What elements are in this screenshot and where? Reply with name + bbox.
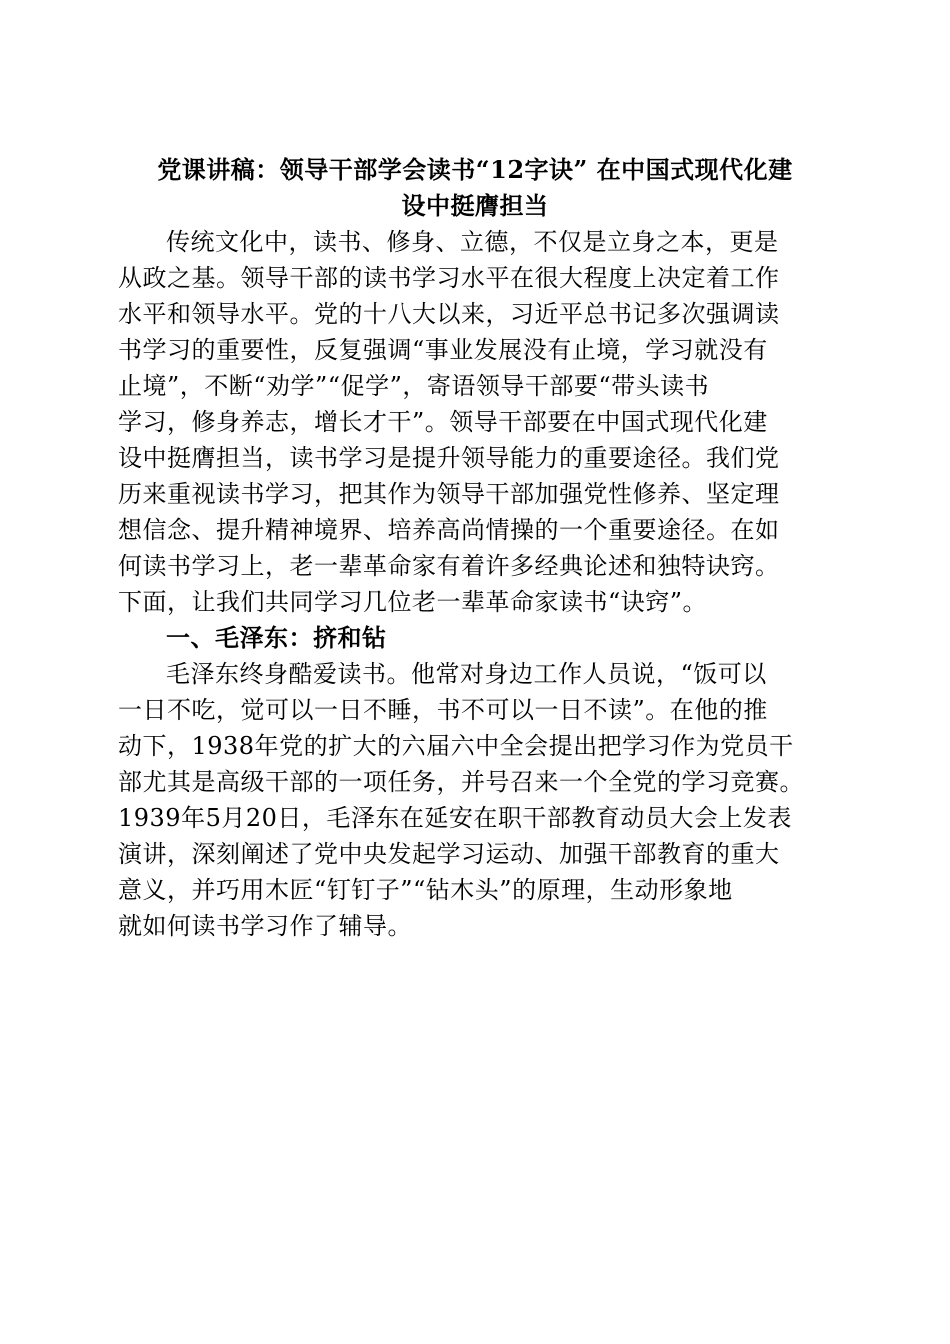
paragraph-line: 水平和领导水平。党的十八大以来，习近平总书记多次强调读 — [118, 300, 780, 328]
paragraph-line: 就如何读书学习作了辅导。 — [118, 912, 412, 940]
paragraph-line: 从政之基。领导干部的读书学习水平在很大程度上决定着工作 — [118, 264, 780, 292]
title-line-1: 党课讲稿：领导干部学会读书“12字诀” 在中国式现代化建 — [157, 155, 793, 184]
paragraph-line: 学习，修身养志，增长才干”。领导干部要在中国式现代化建 — [118, 408, 768, 436]
paragraph-line: 何读书学习上，老一辈革命家有着许多经典论述和独特诀窍。 — [118, 552, 780, 580]
paragraph-line: 设中挺膺担当，读书学习是提升领导能力的重要途径。我们党 — [118, 444, 780, 472]
paragraph-line: 毛泽东终身酷爱读书。他常对身边工作人员说，“饭可以 — [166, 660, 767, 688]
paragraph-line: 演讲，深刻阐述了党中央发起学习运动、加强干部教育的重大 — [118, 840, 780, 868]
section-heading: 一、毛泽东：挤和钻 — [166, 623, 387, 652]
title-line-2: 设中挺膺担当 — [401, 191, 549, 220]
document-title — [118, 152, 832, 224]
paragraph-line: 一日不吃，觉可以一日不睡，书不可以一日不读”。在他的推 — [118, 696, 768, 724]
paragraph-line: 1939年5月20日，毛泽东在延安在职干部教育动员大会上发表 — [118, 804, 792, 832]
paragraph-line: 动下，1938年党的扩大的六届六中全会提出把学习作为党员干 — [118, 732, 794, 760]
paragraph-mao — [118, 656, 832, 944]
paragraph-line: 想信念、提升精神境界、培养高尚情操的一个重要途径。在如 — [118, 516, 780, 544]
paragraph-line: 部尤其是高级干部的一项任务，并号召来一个全党的学习竞赛。 — [118, 768, 804, 796]
paragraph-line: 止境”，不断“劝学”“促学”，寄语领导干部要“带头读书 — [118, 372, 710, 400]
paragraph-line: 书学习的重要性，反复强调“事业发展没有止境，学习就没有 — [118, 336, 768, 364]
paragraph-line: 意义，并巧用木匠“钉钉子”“钻木头”的原理，生动形象地 — [118, 876, 733, 904]
paragraph-line: 下面，让我们共同学习几位老一辈革命家读书“诀窍”。 — [118, 588, 708, 616]
document-body — [118, 224, 832, 944]
paragraph-line: 传统文化中，读书、修身、立德，不仅是立身之本，更是 — [166, 228, 779, 256]
paragraph-intro — [118, 224, 832, 620]
paragraph-line: 历来重视读书学习，把其作为领导干部加强党性修养、坚定理 — [118, 480, 780, 508]
